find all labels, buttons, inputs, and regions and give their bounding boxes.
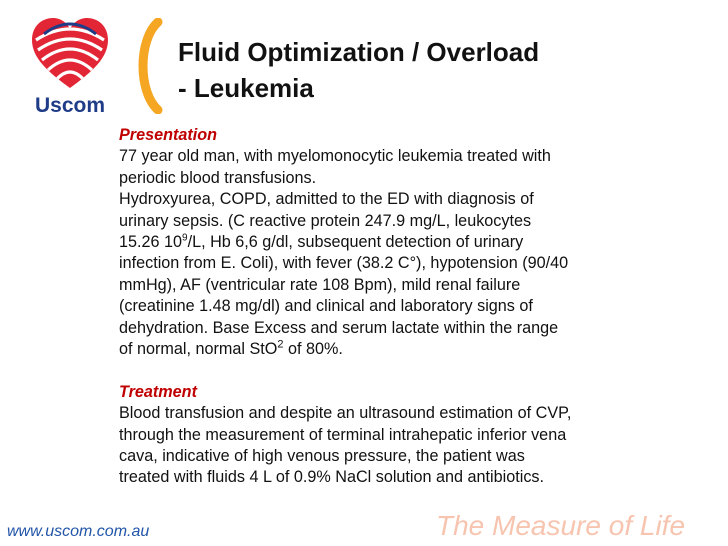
sto2-text: of normal, normal StO — [119, 340, 278, 359]
treatment-heading: Treatment — [119, 382, 197, 401]
treatment-line: Blood transfusion and despite an ultrasound estimation of CVP, — [119, 404, 572, 423]
tagline: The Measure of Life — [436, 510, 686, 541]
title-line-1: Fluid Optimization / Overload — [178, 37, 540, 67]
exponent: 9 — [182, 232, 188, 244]
treatment-line: treated with fluids 4 L of 0.9% NaCl solution and antibiotics. — [119, 468, 545, 487]
page-title — [178, 34, 698, 106]
presentation-line: 77 year old man, with myelomonocytic leukemia treated with — [119, 147, 551, 166]
presentation-line: Hydroxyurea, COPD, admitted to the ED with diagnosis of — [119, 190, 534, 209]
treatment-line: cava, indicative of high venous pressure, the patient was — [119, 447, 525, 466]
presentation-line — [119, 232, 719, 253]
uscom-logo — [30, 14, 110, 118]
orange-bracket-icon — [128, 18, 168, 114]
uscom-heart-logo-icon — [30, 14, 110, 94]
case-content — [119, 125, 719, 489]
presentation-line: mmHg), AF (ventricular rate 108 Bpm), mild renal failure — [119, 275, 521, 294]
section-gap — [119, 360, 719, 381]
leukocyte-value: 15.26 10 — [119, 233, 183, 252]
presentation-line — [119, 339, 719, 360]
presentation-line: dehydration. Base Excess and serum lactate within the range — [119, 318, 559, 337]
logo-wordmark: Uscom — [34, 94, 106, 117]
presentation-heading: Presentation — [119, 126, 218, 144]
presentation-line: urinary sepsis. (C reactive protein 247.9 mg/L, leukocytes — [119, 211, 532, 230]
leukocyte-unit-text: /L, Hb 6,6 g/dl, subsequent detection of urinary — [187, 233, 524, 252]
sto2-superscript: 2 — [277, 338, 284, 351]
presentation-line: (creatinine 1.48 mg/dl) and clinical and laboratory signs of — [119, 297, 533, 316]
presentation-line: periodic blood transfusions. — [119, 168, 317, 187]
presentation-line: infection from E. Coli), with fever (38.2 C°), hypotension (90/40 — [119, 254, 569, 273]
website-link[interactable]: www.uscom.com.au — [7, 523, 150, 540]
title-line-2: - Leukemia — [178, 73, 314, 103]
treatment-line: through the measurement of terminal intrahepatic inferior vena — [119, 425, 567, 444]
sto2-value-text: of 80%. — [283, 340, 343, 359]
